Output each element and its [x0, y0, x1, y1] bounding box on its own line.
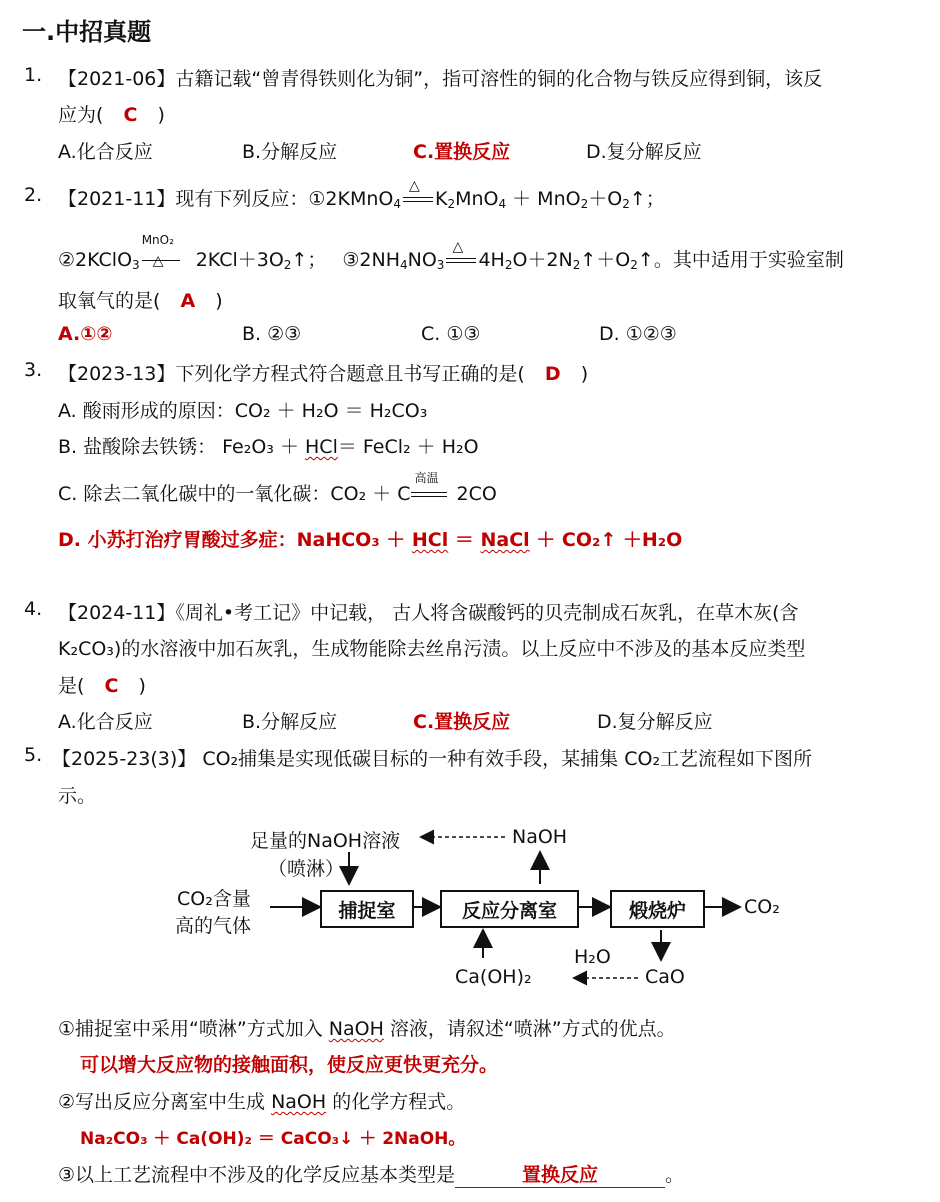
q4-answer: C — [104, 675, 119, 697]
q1-option-b: B.分解反应 — [242, 141, 338, 163]
q2-reactions-2-3: ②2KClO$_3$ MnO₂ △ $2KCl+3O_2↑$； $③2NH_4NO_3$ △ $4H_2O+2N_2↑+O_2↑$。其中适用于实验室制 — [58, 233, 844, 272]
label-spray: （喷淋） — [268, 858, 345, 880]
q3-option-a: A. 酸雨形成的原因：CO₂ ＋ H₂O ＝ H₂CO₃ — [58, 400, 428, 422]
q3-option-c: C. 除去二氧化碳中的一氧化碳：CO₂ ＋ C 高温 2CO — [58, 471, 497, 505]
q1-stem-line1: 【2021-06】古籍记载“曾青得铁则化为铜”，指可溶性的铜的化合物与铁反应得到铜，该反 — [58, 68, 823, 90]
label-cao: CaO — [645, 966, 685, 988]
label-naoh-solution: 足量的NaOH溶液 — [250, 830, 401, 852]
q4-option-a: A.化合反应 — [58, 711, 153, 733]
q1-answer: C — [123, 104, 138, 126]
q2-number: 2. — [24, 184, 43, 206]
q2-stem-line3: 取氧气的是( A ) — [58, 290, 223, 312]
q2-option-b: B. ②③ — [242, 323, 302, 345]
label-caoh2: Ca(OH)₂ — [455, 966, 532, 988]
q5-sub1-answer: 可以增大反应物的接触面积，使反应更快更充分。 — [80, 1054, 499, 1076]
q2-option-d: D. ①②③ — [599, 323, 677, 345]
q2-option-a: A.①② — [58, 323, 113, 345]
box-reaction-separation: 反应分离室 — [440, 890, 579, 928]
q5-sub3-answer: 置换反应 — [455, 1160, 665, 1188]
q3-answer: D — [544, 363, 561, 385]
q4-number: 4. — [24, 598, 43, 620]
q2-option-c: C. ①③ — [421, 323, 481, 345]
q1-option-d: D.复分解反应 — [586, 141, 702, 163]
box-capture-chamber: 捕捉室 — [320, 890, 414, 928]
q5-stem-line1: 【2025-23(3)】 CO₂捕集是实现低碳目标的一种有效手段，某捕集 CO₂工艺流程如下图所 — [52, 748, 813, 770]
q3-stem: 【2023-13】下列化学方程式符合题意且书写正确的是( D ) — [58, 363, 589, 385]
label-co2-out: CO₂ — [744, 896, 780, 918]
label-h2o: H₂O — [574, 946, 611, 968]
q4-option-d: D.复分解反应 — [597, 711, 713, 733]
q1-number: 1. — [24, 64, 43, 86]
q1-stem-line2: 应为( C ) — [58, 104, 165, 126]
label-naoh: NaOH — [512, 826, 568, 848]
q4-stem-line1: 【2024-11】《周礼•考工记》中记载， 古人将含碳酸钙的贝壳制成石灰乳，在草木灰(含 — [58, 602, 799, 624]
q5-stem-line2: 示。 — [58, 785, 97, 807]
q4-option-b: B.分解反应 — [242, 711, 338, 733]
label-co2-gas-2: 高的气体 — [175, 915, 252, 937]
q2-reaction-1: 【2021-11】现有下列反应：①2KMnO$_4$ △ $K_2MnO_4$ ＋ $MnO_2+O_2↑$； — [58, 178, 665, 211]
q3-number: 3. — [24, 359, 43, 381]
q5-sub3: ③以上工艺流程中不涉及的化学反应基本类型是 置换反应 。 — [58, 1160, 684, 1188]
q1-option-a: A.化合反应 — [58, 141, 153, 163]
q1-option-c: C.置换反应 — [413, 141, 511, 163]
q3-optb-hcl: HCl — [305, 436, 338, 458]
q5-sub1: ①捕捉室中采用“喷淋”方式加入 NaOH 溶液，请叙述“喷淋”方式的优点。 — [58, 1018, 676, 1040]
q5-sub2: ②写出反应分离室中生成 NaOH 的化学方程式。 — [58, 1091, 466, 1113]
box-calciner: 煅烧炉 — [610, 890, 705, 928]
section-heading: 一.中招真题 — [22, 18, 152, 46]
label-co2-gas-1: CO₂含量 — [177, 888, 251, 910]
q4-option-c: C.置换反应 — [413, 711, 511, 733]
q3-option-d: D. 小苏打治疗胃酸过多症：NaHCO₃ ＋ HCl ＝ NaCl ＋ CO₂↑ ＋H₂O — [58, 529, 683, 551]
q3-option-b: B. 盐酸除去铁锈： Fe₂O₃ ＋ HCl＝ FeCl₂ ＋ H₂O — [58, 436, 479, 458]
q4-stem-line2: K₂CO₃)的水溶液中加石灰乳，生成物能除去丝帛污渍。以上反应中不涉及的基本反应类型 — [58, 638, 806, 660]
q5-sub2-answer: Na₂CO₃ ＋ Ca(OH)₂ ＝ CaCO₃↓ ＋ 2NaOH。 — [80, 1129, 466, 1149]
q2-answer: A — [180, 290, 196, 312]
q5-number: 5. — [24, 744, 43, 766]
q4-stem-line3: 是( C ) — [58, 675, 146, 697]
